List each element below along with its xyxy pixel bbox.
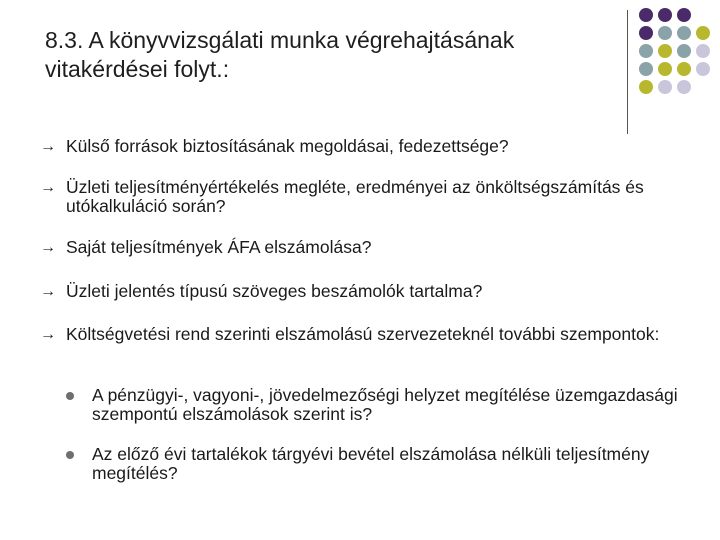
decorative-dot <box>639 26 653 40</box>
decorative-dot <box>658 44 672 58</box>
decorative-dot <box>677 44 691 58</box>
arrow-icon: → <box>40 179 56 196</box>
arrow-icon: → <box>40 283 56 300</box>
decorative-dot <box>639 44 653 58</box>
bullet-text: Üzleti jelentés típusú szöveges beszámolók tartalma? <box>66 281 483 301</box>
decorative-dot <box>677 26 691 40</box>
title-divider <box>627 10 628 134</box>
decorative-dot <box>658 62 672 76</box>
decorative-dot <box>658 8 672 22</box>
decorative-dot <box>677 62 691 76</box>
decorative-dot <box>639 8 653 22</box>
decorative-dot <box>696 62 710 76</box>
bullet-text: Üzleti teljesítményértékelés megléte, eredményei az önköltségszámítás és utókalkuláció során? <box>66 177 644 216</box>
bullet-text: Saját teljesítmények ÁFA elszámolása? <box>66 237 372 257</box>
sub-bullet-text: Az előző évi tartalékok tárgyévi bevétel elszámolása nélküli teljesítmény megítélés? <box>92 444 650 483</box>
slide-title: 8.3. A könyvvizsgálati munka végrehajtásának vitakérdései folyt.: <box>45 27 515 82</box>
arrow-icon: → <box>40 138 56 155</box>
decorative-dot <box>639 62 653 76</box>
bullet-text: Külső források biztosításának megoldásai, fedezettsége? <box>66 136 509 156</box>
decorative-dot <box>658 80 672 94</box>
decorative-dot <box>677 80 691 94</box>
decorative-dot <box>639 80 653 94</box>
decorative-dot <box>677 8 691 22</box>
decorative-dot <box>658 26 672 40</box>
bullet-dot-icon <box>66 451 74 459</box>
arrow-icon: → <box>40 239 56 256</box>
bullet-dot-icon <box>66 392 74 400</box>
arrow-icon: → <box>40 326 56 343</box>
bullet-text: Költségvetési rend szerinti elszámolású szervezeteknél további szempontok: <box>66 324 660 344</box>
decorative-dot-grid <box>639 8 719 128</box>
sub-bullet-text: A pénzügyi-, vagyoni-, jövedelmezőségi helyzet megítélése üzemgazdasági szempontú elszámolások szerint is? <box>92 385 678 424</box>
decorative-dot <box>696 44 710 58</box>
decorative-dot <box>696 26 710 40</box>
